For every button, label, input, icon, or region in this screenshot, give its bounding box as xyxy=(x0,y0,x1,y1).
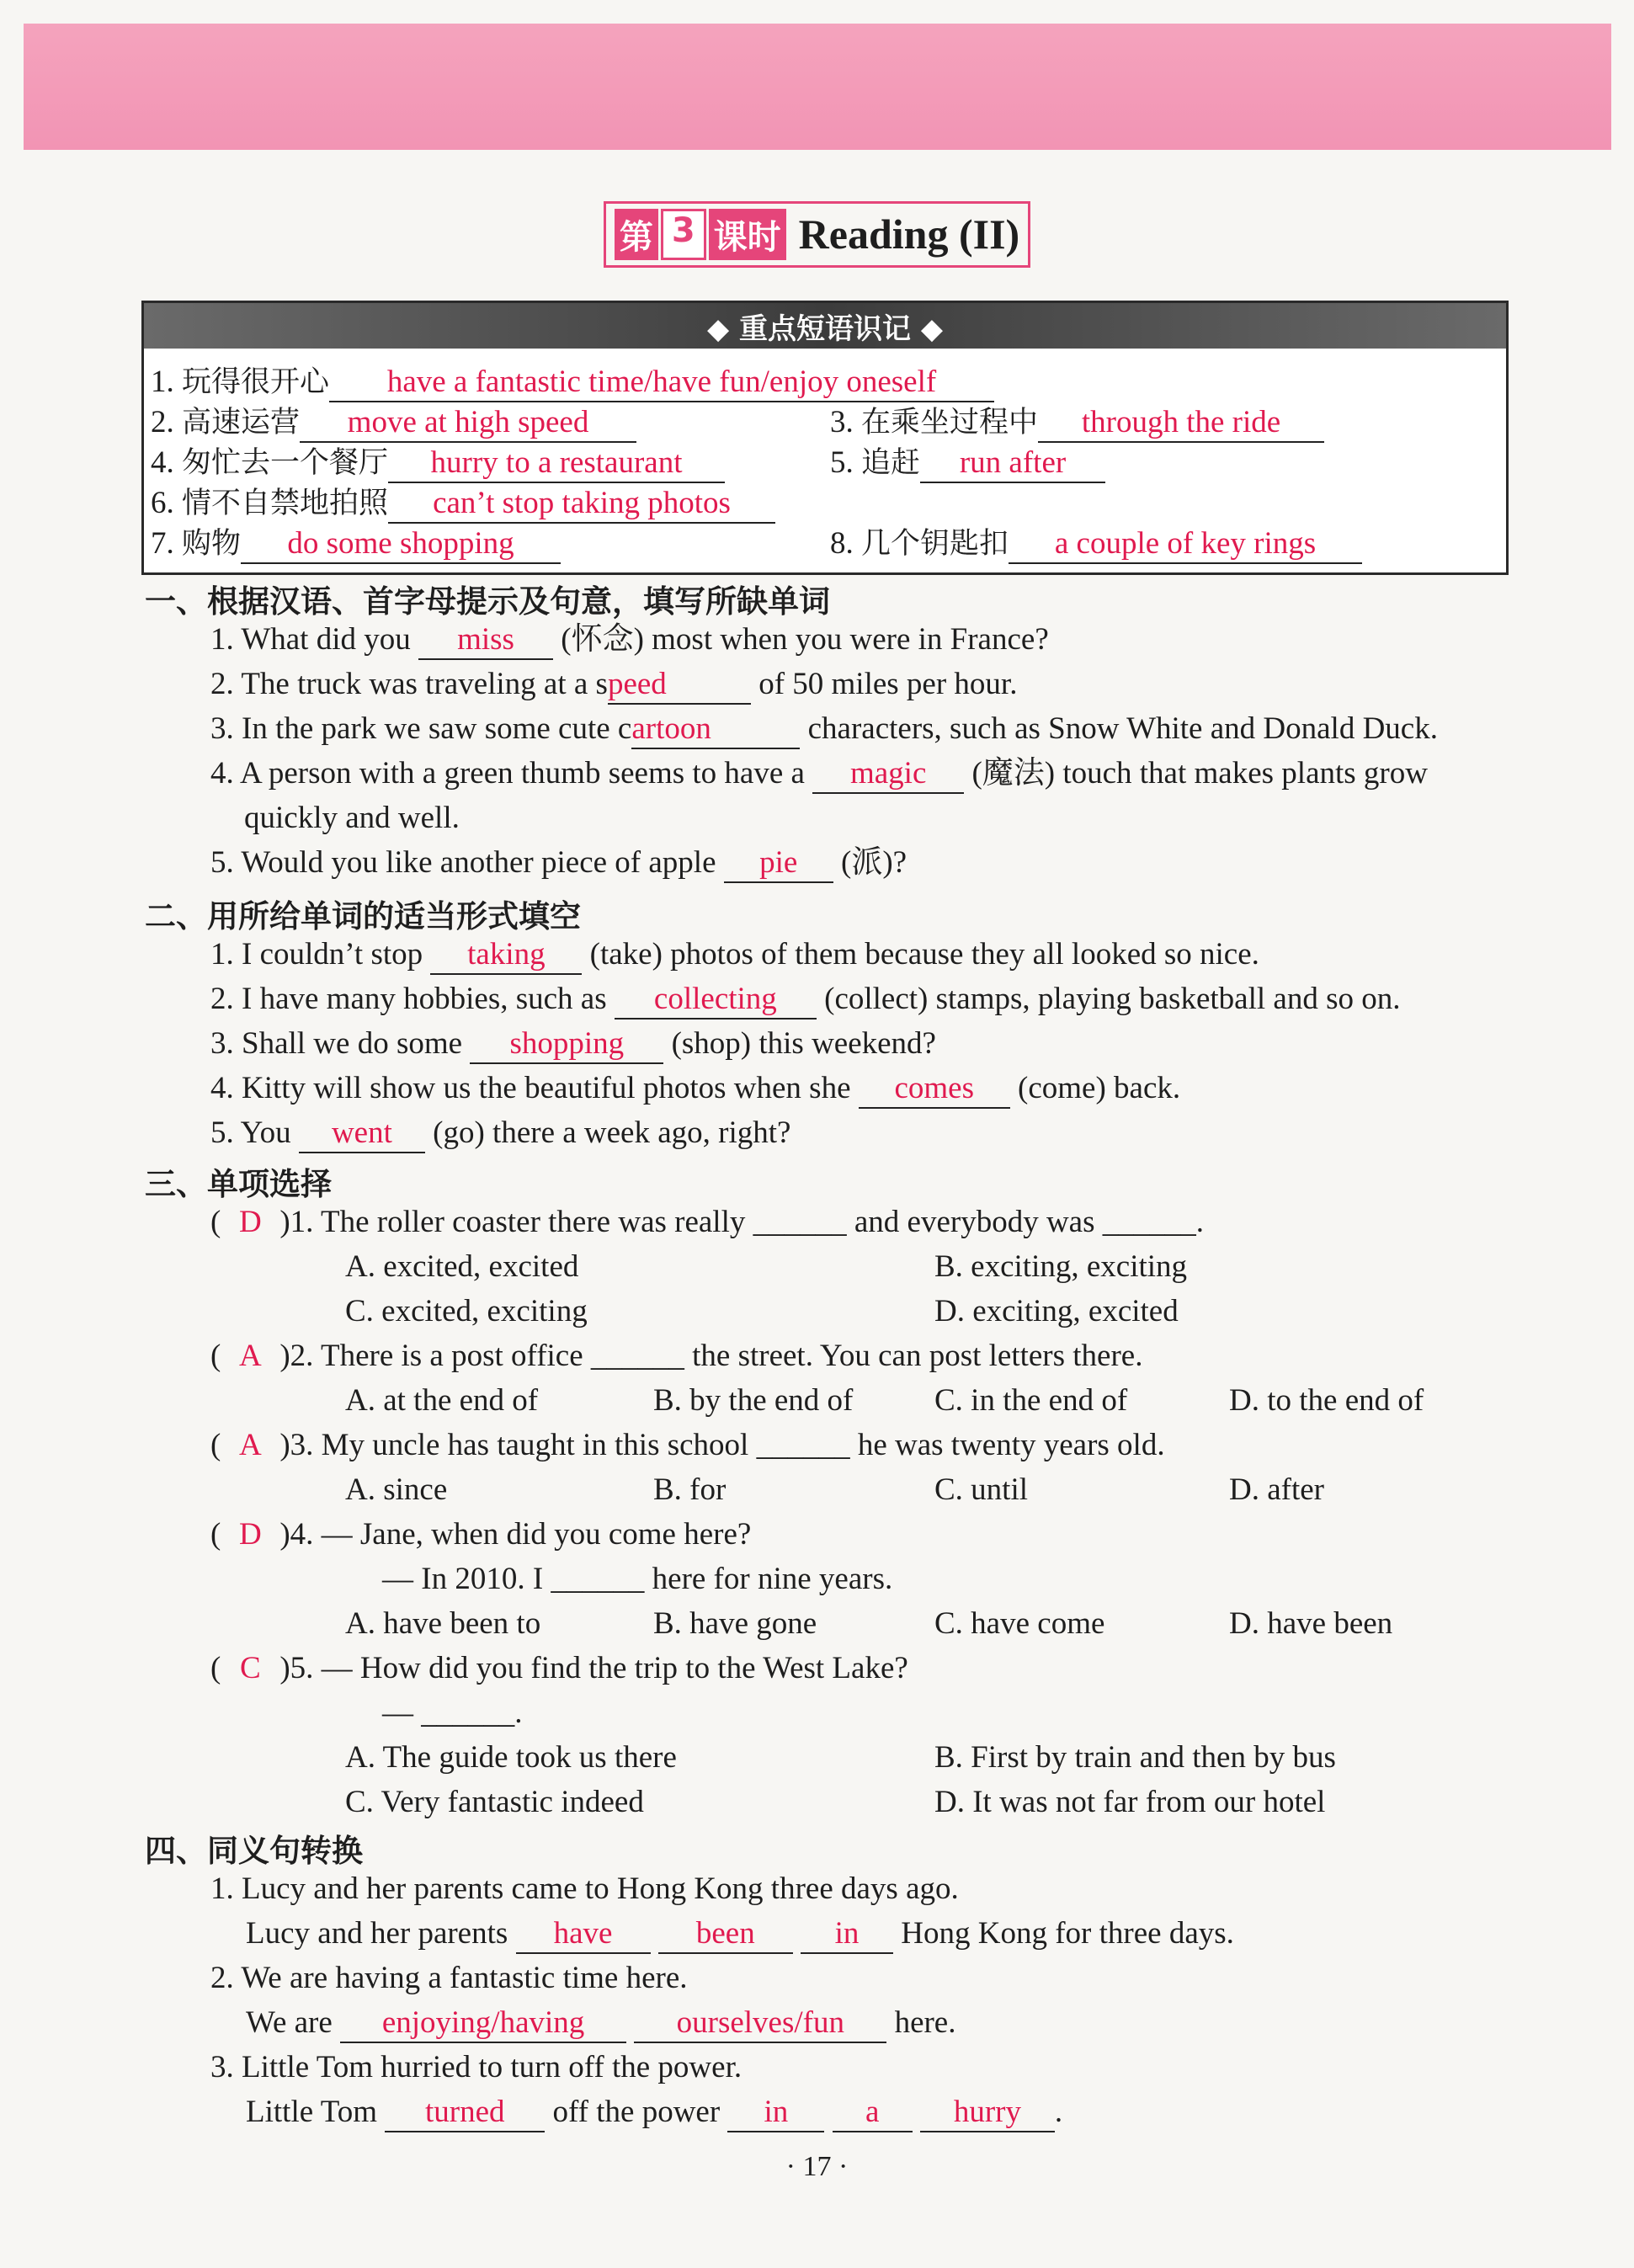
section-1-heading: 一、根据汉语、首字母提示及句意，填写所缺单词 xyxy=(145,583,830,620)
option: A. excited, excited xyxy=(345,1249,579,1284)
option: A. The guide took us there xyxy=(345,1740,677,1775)
header-banner xyxy=(24,24,1611,150)
question-line: 5. You went (go) there a week ago, right? xyxy=(210,1113,790,1153)
answer-line: Lucy and her parents have been in Hong Kong for three days. xyxy=(246,1914,1234,1954)
phrase-item: 8. 几个钥匙扣 a couple of key rings xyxy=(830,524,1362,564)
option: B. by the end of xyxy=(653,1383,854,1418)
option: C. in the end of xyxy=(934,1383,1128,1418)
question-line: 1. What did you miss (怀念) most when you were in France? xyxy=(210,620,1049,660)
phrase-item: 2. 高速运营 move at high speed xyxy=(151,402,636,443)
option: D. It was not far from our hotel xyxy=(934,1785,1326,1819)
option: C. Very fantastic indeed xyxy=(345,1785,644,1819)
option: C. excited, exciting xyxy=(345,1294,588,1328)
option: C. have come xyxy=(934,1606,1105,1641)
option: A. at the end of xyxy=(345,1383,539,1418)
mc-question: ( D )4. — Jane, when did you come here? xyxy=(210,1517,752,1552)
question-line: 1. Lucy and her parents came to Hong Kong three days ago. xyxy=(210,1871,959,1906)
question-line: 3. In the park we saw some cute cartoon characters, such as Snow White and Donald Duck. xyxy=(210,709,1438,749)
badge-char: 第 xyxy=(615,209,658,260)
question-line: 3. Shall we do some shopping (shop) this weekend? xyxy=(210,1024,936,1064)
answer-line: Little Tom turned off the power in a hurry . xyxy=(246,2092,1062,2132)
question-line: quickly and well. xyxy=(244,801,460,835)
phrase-item: 6. 情不自禁地拍照 can’t stop taking photos xyxy=(151,483,775,524)
dialogue-line: — ______. xyxy=(382,1696,523,1730)
option: A. have been to xyxy=(345,1606,541,1641)
question-line: 2. We are having a fantastic time here. xyxy=(210,1961,688,1995)
option: D. exciting, excited xyxy=(934,1294,1179,1328)
option: D. to the end of xyxy=(1229,1383,1424,1418)
option: B. have gone xyxy=(653,1606,817,1641)
question-line: 5. Would you like another piece of apple pie (派)? xyxy=(210,843,907,883)
option: D. after xyxy=(1229,1472,1324,1507)
question-line: 4. A person with a green thumb seems to have a magic (魔法) touch that makes plants grow xyxy=(210,753,1428,794)
question-line: 2. I have many hobbies, such as collecting (collect) stamps, playing basketball and so on. xyxy=(210,979,1400,1020)
mc-question: ( D )1. The roller coaster there was really ______ and everybody was ______. xyxy=(210,1205,1204,1239)
phrase-item: 7. 购物 do some shopping xyxy=(151,524,561,564)
phrase-item: 1. 玩得很开心 have a fantastic time/have fun/enjoy oneself xyxy=(151,362,994,402)
option: C. until xyxy=(934,1472,1029,1507)
badge-char: 课时 xyxy=(709,209,786,260)
dialogue-line: — In 2010. I ______ here for nine years. xyxy=(382,1562,893,1596)
option: B. First by train and then by bus xyxy=(934,1740,1336,1775)
section-4-heading: 四、同义句转换 xyxy=(145,1833,363,1869)
lesson-badge xyxy=(615,209,789,260)
question-line: 3. Little Tom hurried to turn off the power. xyxy=(210,2050,742,2084)
section-2-heading: 二、用所给单词的适当形式填空 xyxy=(145,898,581,934)
section-3-heading: 三、单项选择 xyxy=(145,1166,332,1202)
mc-question: ( C )5. — How did you find the trip to the West Lake? xyxy=(210,1651,908,1685)
lesson-title xyxy=(0,200,1634,268)
key-phrases-heading: ◆ 重点短语识记 ◆ xyxy=(144,303,1506,349)
phrase-item: 4. 匆忙去一个餐厅 hurry to a restaurant xyxy=(151,443,725,483)
mc-question: ( A )3. My uncle has taught in this school ______ he was twenty years old. xyxy=(210,1428,1165,1462)
lesson-number: 3 xyxy=(661,209,706,260)
question-line: 2. The truck was traveling at a speed of 50 miles per hour. xyxy=(210,664,1017,705)
option: A. since xyxy=(345,1472,448,1507)
option: B. for xyxy=(653,1472,727,1507)
question-line: 4. Kitty will show us the beautiful photos when she comes (come) back. xyxy=(210,1068,1180,1109)
question-line: 1. I couldn’t stop taking (take) photos of them because they all looked so nice. xyxy=(210,934,1259,975)
key-phrases-box xyxy=(141,301,1509,575)
option: B. exciting, exciting xyxy=(934,1249,1188,1284)
option: D. have been xyxy=(1229,1606,1393,1641)
mc-question: ( A )2. There is a post office ______ the street. You can post letters there. xyxy=(210,1339,1143,1373)
phrase-item: 5. 追赶 run after xyxy=(830,443,1105,483)
answer-line: We are enjoying/having ourselves/fun here. xyxy=(246,2003,955,2043)
title-text: Reading (II) xyxy=(798,210,1020,258)
page-number: · 17 · xyxy=(785,2151,849,2182)
phrase-item: 3. 在乘坐过程中 through the ride xyxy=(830,402,1324,443)
